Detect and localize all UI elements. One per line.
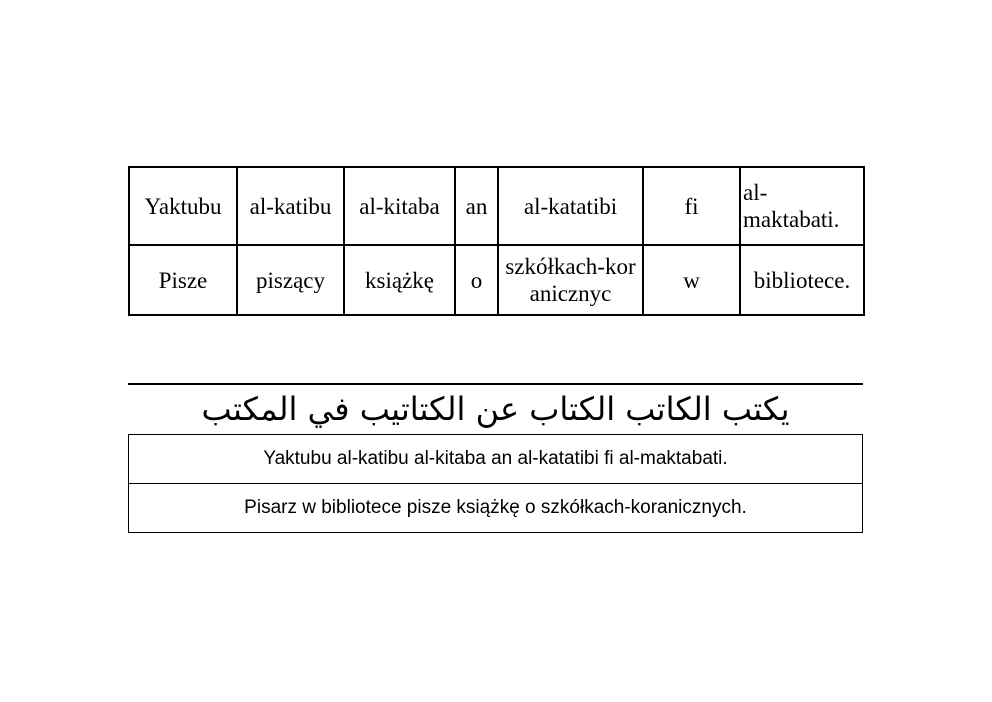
gloss-cell: w (643, 245, 740, 315)
translation-sentence: Pisarz w bibliotece pisze książkę o szkółkach-koranicznych. (129, 484, 863, 533)
gloss-cell: Pisze (129, 245, 237, 315)
gloss-table (128, 166, 865, 316)
sentence-table (128, 434, 863, 533)
polish-row (129, 245, 864, 315)
transliteration-row (129, 167, 864, 245)
transliteration-sentence-row (129, 435, 863, 484)
gloss-cell: szkółkach-koranicznyc (498, 245, 643, 315)
transliteration-sentence: Yaktubu al-katibu al-kitaba an al-katatibi fi al-maktabati. (129, 435, 863, 484)
arabic-sentence: يكتب الكاتب الكتاب عن الكتاتيب في المكتب (201, 390, 790, 428)
gloss-cell: fi (643, 167, 740, 245)
gloss-cell: książkę (344, 245, 455, 315)
gloss-cell: al-kitaba (344, 167, 455, 245)
gloss-cell: Yaktubu (129, 167, 237, 245)
gloss-cell: an (455, 167, 498, 245)
translation-sentence-row (129, 484, 863, 533)
gloss-cell: al-maktabati. (740, 167, 864, 245)
gloss-cell: piszący (237, 245, 344, 315)
gloss-cell: o (455, 245, 498, 315)
arabic-sentence-block (128, 383, 863, 435)
gloss-cell: al-katibu (237, 167, 344, 245)
gloss-cell: al-katatibi (498, 167, 643, 245)
gloss-cell: bibliotece. (740, 245, 864, 315)
